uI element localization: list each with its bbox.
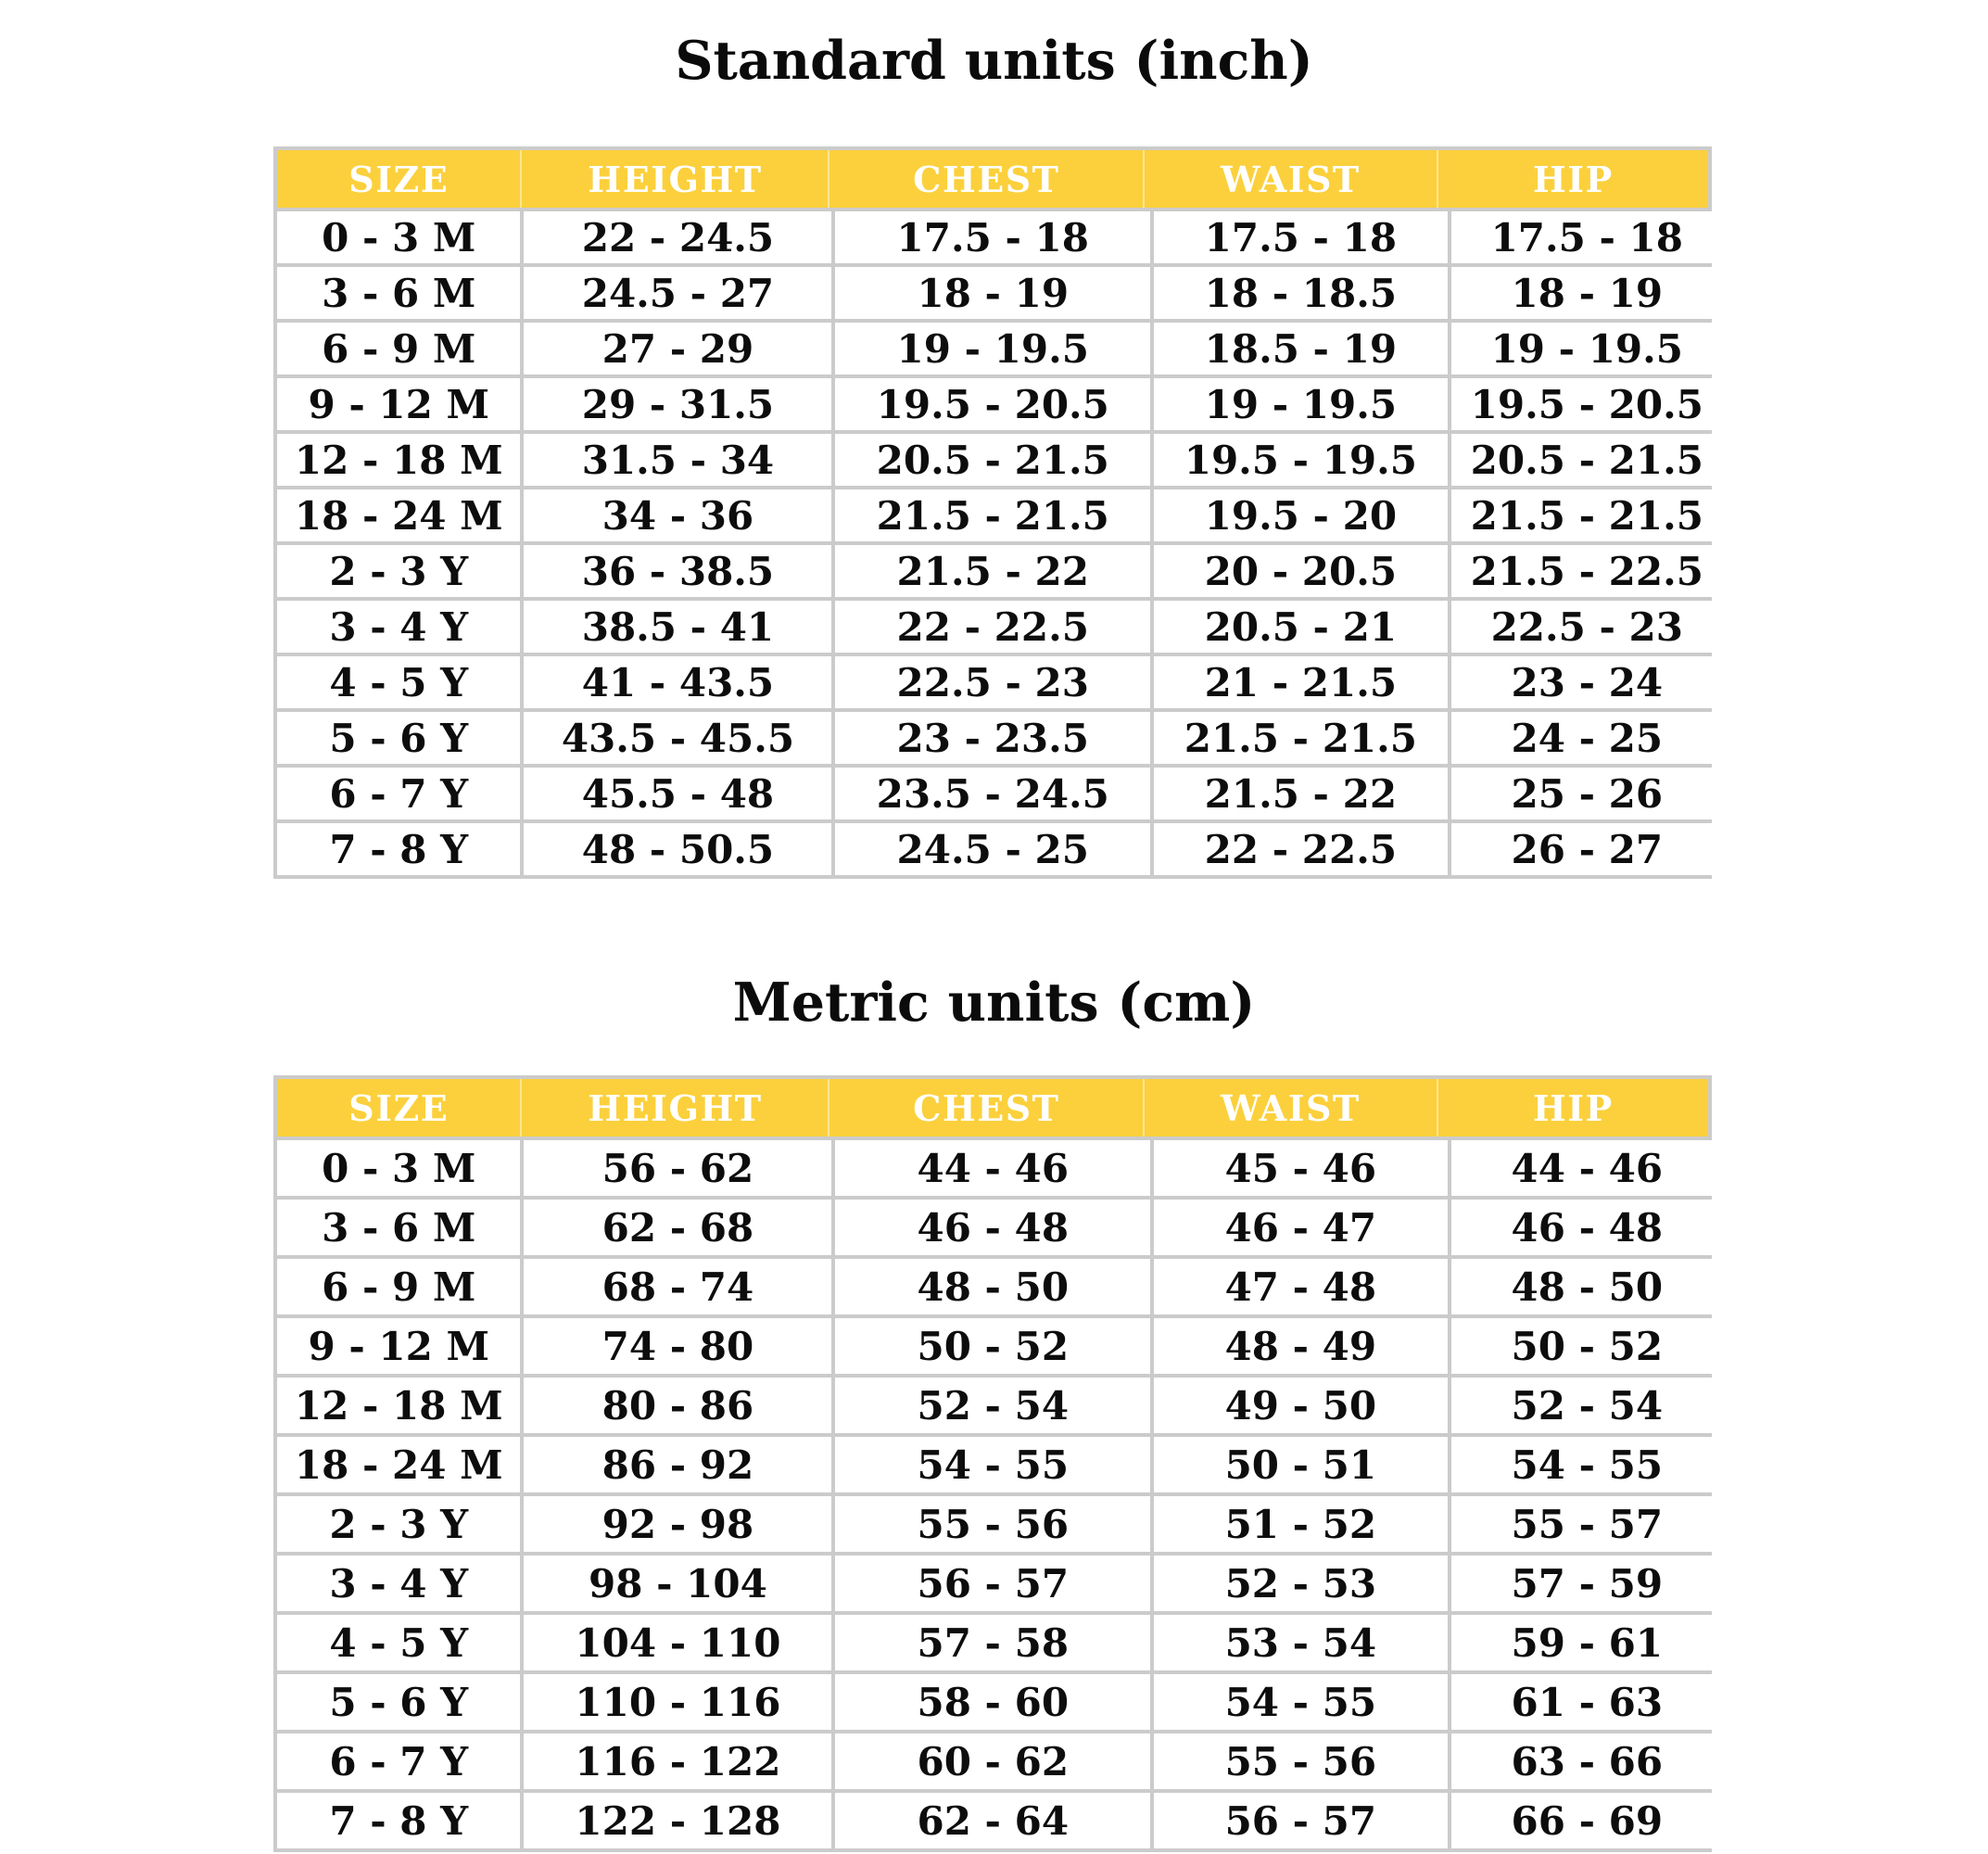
table-cell-hip: 21.5 - 22.5	[1451, 545, 1723, 597]
table-cell-chest: 23.5 - 24.5	[835, 768, 1150, 819]
table-cell-size: 3 - 6 M	[277, 1200, 520, 1255]
table-cell-waist: 21.5 - 21.5	[1154, 712, 1448, 764]
table-cell-size: 4 - 5 Y	[277, 656, 520, 708]
table-cell-chest: 22 - 22.5	[835, 601, 1150, 653]
standard-units-table	[273, 146, 1712, 879]
table-cell-size: 9 - 12 M	[277, 378, 520, 430]
table-cell-hip: 57 - 59	[1451, 1556, 1723, 1611]
table-cell-waist: 18.5 - 19	[1154, 323, 1448, 375]
table-cell-chest: 58 - 60	[835, 1674, 1150, 1730]
column-header-height: HEIGHT	[520, 1079, 828, 1137]
table-cell-waist: 18 - 18.5	[1154, 267, 1448, 319]
table-cell-hip: 25 - 26	[1451, 768, 1723, 819]
table-cell-size: 3 - 4 Y	[277, 601, 520, 653]
table-header-row	[277, 150, 1708, 208]
table-cell-waist: 19.5 - 19.5	[1154, 434, 1448, 486]
table-cell-hip: 20.5 - 21.5	[1451, 434, 1723, 486]
column-header-size: SIZE	[348, 1086, 450, 1129]
table-cell-hip: 61 - 63	[1451, 1674, 1723, 1730]
table-cell-chest: 57 - 58	[835, 1615, 1150, 1670]
table-cell-height: 80 - 86	[524, 1378, 831, 1433]
table-cell-chest: 50 - 52	[835, 1318, 1150, 1374]
table-cell-chest: 20.5 - 21.5	[835, 434, 1150, 486]
table-cell-height: 36 - 38.5	[524, 545, 831, 597]
table-cell-size: 6 - 9 M	[277, 323, 520, 375]
table-row	[277, 1793, 1708, 1848]
table-cell-waist: 51 - 52	[1154, 1496, 1448, 1552]
column-header-chest: CHEST	[828, 150, 1143, 208]
table-row	[277, 267, 1708, 319]
table-cell-height: 122 - 128	[524, 1793, 831, 1848]
table-cell-waist: 56 - 57	[1154, 1793, 1448, 1848]
table-cell-chest: 21.5 - 22	[835, 545, 1150, 597]
table-cell-chest: 56 - 57	[835, 1556, 1150, 1611]
table-row	[277, 211, 1708, 263]
table-row	[277, 545, 1708, 597]
table-cell-height: 34 - 36	[524, 489, 831, 541]
table-cell-size: 3 - 4 Y	[277, 1556, 520, 1611]
table-row	[277, 1733, 1708, 1789]
table-cell-waist: 49 - 50	[1154, 1378, 1448, 1433]
table-cell-size: 6 - 7 Y	[277, 768, 520, 819]
table-cell-size: 4 - 5 Y	[277, 1615, 520, 1670]
table-row	[277, 1318, 1708, 1374]
column-header-hip: HIP	[1437, 150, 1708, 208]
table-row	[277, 323, 1708, 375]
table-cell-size: 2 - 3 Y	[277, 545, 520, 597]
table-row	[277, 1556, 1708, 1611]
table-cell-height: 45.5 - 48	[524, 768, 831, 819]
table-cell-size: 9 - 12 M	[277, 1318, 520, 1374]
table-cell-size: 5 - 6 Y	[277, 712, 520, 764]
table-cell-chest: 44 - 46	[835, 1140, 1150, 1196]
table-cell-hip: 24 - 25	[1451, 712, 1723, 764]
table-cell-height: 31.5 - 34	[524, 434, 831, 486]
table-cell-hip: 46 - 48	[1451, 1200, 1723, 1255]
column-header-chest: CHEST	[828, 1079, 1143, 1137]
table-cell-size: 0 - 3 M	[277, 1140, 520, 1196]
table-cell-hip: 66 - 69	[1451, 1793, 1723, 1848]
table-cell-size: 2 - 3 Y	[277, 1496, 520, 1552]
table-cell-waist: 55 - 56	[1154, 1733, 1448, 1789]
table-cell-waist: 17.5 - 18	[1154, 211, 1448, 263]
table-cell-chest: 52 - 54	[835, 1378, 1150, 1433]
table-cell-height: 92 - 98	[524, 1496, 831, 1552]
table-row	[277, 1674, 1708, 1730]
table-cell-height: 56 - 62	[524, 1140, 831, 1196]
table-cell-chest: 19 - 19.5	[835, 323, 1150, 375]
table-cell-size: 6 - 7 Y	[277, 1733, 520, 1789]
column-header-hip: HIP	[1437, 1079, 1708, 1137]
table-row	[277, 656, 1708, 708]
table-cell-waist: 19 - 19.5	[1154, 378, 1448, 430]
table-body	[277, 211, 1708, 875]
table-row	[277, 1259, 1708, 1314]
table-cell-height: 86 - 92	[524, 1437, 831, 1492]
table-cell-size: 7 - 8 Y	[277, 1793, 520, 1848]
table-cell-chest: 17.5 - 18	[835, 211, 1150, 263]
table-cell-hip: 18 - 19	[1451, 267, 1723, 319]
table-cell-chest: 62 - 64	[835, 1793, 1150, 1848]
table-cell-waist: 19.5 - 20	[1154, 489, 1448, 541]
table-cell-size: 6 - 9 M	[277, 1259, 520, 1314]
table-header-row	[277, 1079, 1708, 1137]
table-cell-chest: 54 - 55	[835, 1437, 1150, 1492]
table-row	[277, 489, 1708, 541]
table-row	[277, 1378, 1708, 1433]
table-cell-hip: 19 - 19.5	[1451, 323, 1723, 375]
table-cell-hip: 52 - 54	[1451, 1378, 1723, 1433]
standard-units-title: Standard units (inch)	[675, 30, 1313, 92]
table-cell-height: 27 - 29	[524, 323, 831, 375]
table-row	[277, 1496, 1708, 1552]
table-cell-hip: 22.5 - 23	[1451, 601, 1723, 653]
table-cell-hip: 19.5 - 20.5	[1451, 378, 1723, 430]
table-cell-height: 41 - 43.5	[524, 656, 831, 708]
table-cell-waist: 22 - 22.5	[1154, 823, 1448, 875]
table-row	[277, 823, 1708, 875]
table-cell-height: 110 - 116	[524, 1674, 831, 1730]
table-cell-height: 98 - 104	[524, 1556, 831, 1611]
table-body	[277, 1140, 1708, 1848]
table-cell-chest: 60 - 62	[835, 1733, 1150, 1789]
table-cell-hip: 48 - 50	[1451, 1259, 1723, 1314]
table-cell-chest: 55 - 56	[835, 1496, 1150, 1552]
table-row	[277, 768, 1708, 819]
metric-units-title: Metric units (cm)	[732, 971, 1256, 1034]
table-cell-waist: 21.5 - 22	[1154, 768, 1448, 819]
table-cell-hip: 21.5 - 21.5	[1451, 489, 1723, 541]
table-cell-height: 43.5 - 45.5	[524, 712, 831, 764]
table-cell-waist: 50 - 51	[1154, 1437, 1448, 1492]
table-row	[277, 1615, 1708, 1670]
table-cell-waist: 46 - 47	[1154, 1200, 1448, 1255]
table-cell-size: 12 - 18 M	[277, 1378, 520, 1433]
table-cell-chest: 48 - 50	[835, 1259, 1150, 1314]
table-cell-height: 38.5 - 41	[524, 601, 831, 653]
table-cell-chest: 22.5 - 23	[835, 656, 1150, 708]
table-cell-chest: 46 - 48	[835, 1200, 1150, 1255]
column-header-height: HEIGHT	[520, 150, 828, 208]
table-row	[277, 1140, 1708, 1196]
table-cell-height: 74 - 80	[524, 1318, 831, 1374]
table-cell-size: 3 - 6 M	[277, 267, 520, 319]
table-cell-chest: 18 - 19	[835, 267, 1150, 319]
table-cell-waist: 54 - 55	[1154, 1674, 1448, 1730]
table-row	[277, 712, 1708, 764]
table-cell-waist: 21 - 21.5	[1154, 656, 1448, 708]
table-cell-hip: 26 - 27	[1451, 823, 1723, 875]
table-cell-hip: 54 - 55	[1451, 1437, 1723, 1492]
table-cell-hip: 23 - 24	[1451, 656, 1723, 708]
table-cell-chest: 21.5 - 21.5	[835, 489, 1150, 541]
table-cell-height: 104 - 110	[524, 1615, 831, 1670]
table-cell-height: 29 - 31.5	[524, 378, 831, 430]
table-cell-height: 22 - 24.5	[524, 211, 831, 263]
table-cell-size: 0 - 3 M	[277, 211, 520, 263]
column-header-waist: WAIST	[1143, 1079, 1437, 1137]
table-cell-waist: 20.5 - 21	[1154, 601, 1448, 653]
table-cell-hip: 59 - 61	[1451, 1615, 1723, 1670]
table-cell-height: 116 - 122	[524, 1733, 831, 1789]
table-cell-hip: 44 - 46	[1451, 1140, 1723, 1196]
column-header-waist: WAIST	[1143, 150, 1437, 208]
table-row	[277, 601, 1708, 653]
table-cell-hip: 63 - 66	[1451, 1733, 1723, 1789]
table-cell-chest: 23 - 23.5	[835, 712, 1150, 764]
table-row	[277, 378, 1708, 430]
table-cell-waist: 52 - 53	[1154, 1556, 1448, 1611]
table-cell-waist: 20 - 20.5	[1154, 545, 1448, 597]
table-cell-hip: 50 - 52	[1451, 1318, 1723, 1374]
table-cell-waist: 47 - 48	[1154, 1259, 1448, 1314]
table-cell-height: 48 - 50.5	[524, 823, 831, 875]
table-row	[277, 1200, 1708, 1255]
table-cell-size: 18 - 24 M	[277, 1437, 520, 1492]
table-cell-size: 12 - 18 M	[277, 434, 520, 486]
table-cell-height: 24.5 - 27	[524, 267, 831, 319]
table-cell-waist: 45 - 46	[1154, 1140, 1448, 1196]
table-cell-waist: 48 - 49	[1154, 1318, 1448, 1374]
table-cell-chest: 19.5 - 20.5	[835, 378, 1150, 430]
table-cell-hip: 17.5 - 18	[1451, 211, 1723, 263]
table-cell-height: 62 - 68	[524, 1200, 831, 1255]
metric-units-table	[273, 1075, 1712, 1852]
column-header-size: SIZE	[348, 158, 450, 200]
table-cell-waist: 53 - 54	[1154, 1615, 1448, 1670]
table-cell-size: 18 - 24 M	[277, 489, 520, 541]
table-row	[277, 434, 1708, 486]
table-cell-size: 7 - 8 Y	[277, 823, 520, 875]
table-row	[277, 1437, 1708, 1492]
table-cell-size: 5 - 6 Y	[277, 1674, 520, 1730]
table-cell-height: 68 - 74	[524, 1259, 831, 1314]
table-cell-hip: 55 - 57	[1451, 1496, 1723, 1552]
table-cell-chest: 24.5 - 25	[835, 823, 1150, 875]
